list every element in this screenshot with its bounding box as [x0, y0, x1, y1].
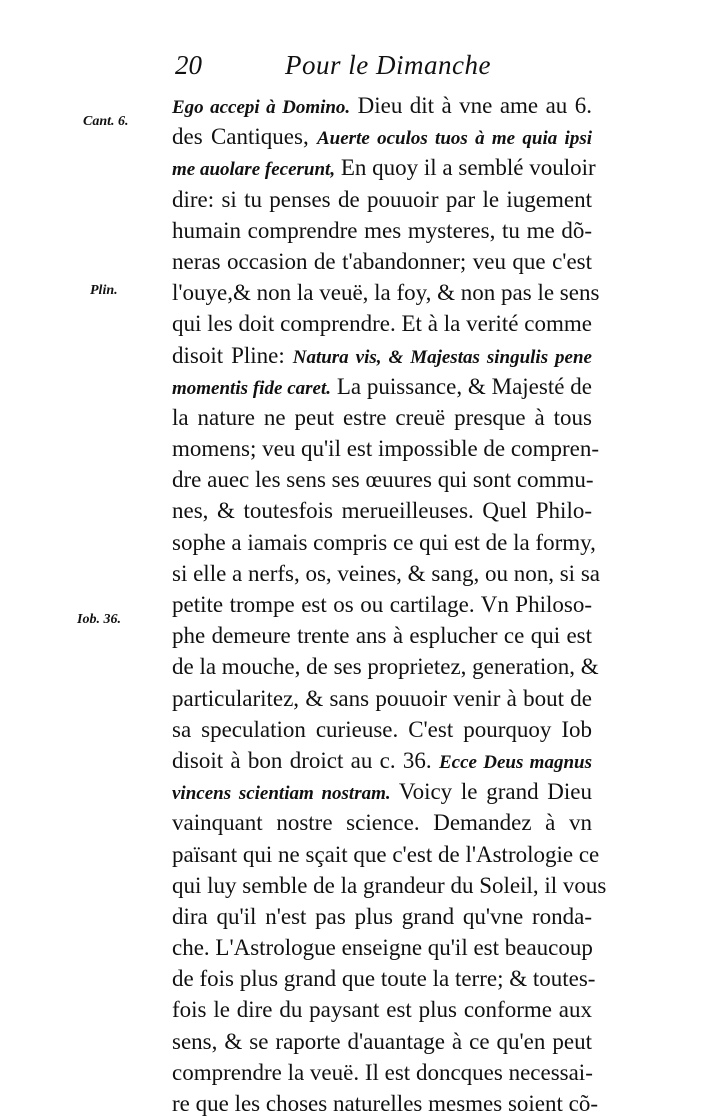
text-run: sens, & se raporte d'auantage à ce qu'en peut — [172, 1028, 592, 1054]
text-run: Voicy le grand Dieu — [390, 779, 592, 805]
text-run: de fois plus grand que toute la terre; & toutes- — [172, 966, 596, 992]
text-line — [172, 527, 596, 558]
running-title: Pour le Dimanche — [285, 50, 491, 80]
latin-quotation: me auolare fecerunt, — [172, 159, 336, 181]
text-run: momens; veu qu'il est impossible de compren- — [172, 436, 600, 462]
text-run: Dieu dit à vne ame au 6. — [350, 93, 592, 118]
text-run: vainquant nostre science. Demandez à vn — [172, 810, 592, 836]
text-line — [172, 402, 592, 433]
text-line — [172, 714, 592, 745]
text-line — [172, 464, 592, 495]
text-run: sophe a iamais compris ce qui est de la formy, — [172, 529, 596, 555]
text-line — [172, 1088, 599, 1119]
text-run: sa speculation curieuse. C'est pourquoy Iob — [172, 716, 592, 742]
text-run: En quoy il a semblé vouloir — [335, 155, 596, 181]
latin-quotation: Auerte oculos tuos à me quia ipsi — [317, 128, 592, 150]
text-line — [172, 683, 592, 714]
text-run: qui luy semble de la grandeur du Soleil, il vous — [172, 872, 607, 898]
latin-quotation: Ego accepi à Domino. — [172, 97, 351, 118]
text-run: humain comprendre mes mysteres, tu me dõ- — [172, 217, 592, 243]
text-run: re que les choses naturelles mesmes soient cõ- — [172, 1091, 599, 1116]
text-line — [172, 152, 596, 183]
text-run: la nature ne peut estre creuë presque à tous — [172, 404, 592, 430]
latin-quotation: Natura vis, & Majestas singulis pene — [292, 346, 592, 368]
text-line — [172, 184, 592, 215]
text-run: particularitez, & sans pouuoir venir à bout de — [172, 685, 592, 711]
text-line — [172, 1057, 592, 1088]
text-run: si elle a nerfs, os, veines, & sang, ou non, si sa — [172, 560, 600, 586]
margin-note-plin: Plin. — [90, 283, 118, 298]
text-line — [172, 745, 592, 776]
text-line — [172, 932, 592, 963]
text-run: dire: si tu penses de pouuoir par le iugement — [172, 186, 592, 212]
text-line — [172, 870, 607, 901]
latin-quotation: Ecce Deus magnus — [439, 751, 592, 773]
text-line — [172, 1026, 592, 1057]
text-line — [172, 340, 592, 371]
text-line — [172, 371, 592, 402]
text-line — [172, 620, 592, 651]
text-run: dira qu'il n'est pas plus grand qu'vne ronda- — [172, 903, 592, 929]
text-line — [172, 308, 592, 339]
text-line — [172, 558, 600, 589]
text-line — [172, 589, 592, 620]
margin-notes — [0, 0, 160, 1029]
text-line — [172, 433, 600, 464]
text-run: disoit Pline: — [172, 342, 293, 368]
text-line — [172, 121, 592, 152]
text-line — [172, 963, 596, 994]
latin-quotation: momentis fide caret. — [172, 377, 331, 399]
text-run: neras occasion de t'abandonner; veu que c'est — [172, 248, 592, 274]
text-run: disoit à bon droict au c. 36. — [172, 747, 439, 773]
text-line — [172, 901, 592, 932]
text-line — [172, 807, 592, 838]
text-run: che. L'Astrologue enseigne qu'il est beaucoup — [172, 935, 593, 961]
text-line — [172, 495, 592, 526]
text-run: fois le dire du paysant est plus conforme aux — [172, 997, 592, 1023]
text-run: dre auec les sens ses œuures qui sont commu- — [172, 467, 594, 493]
margin-note-iob: Iob. 36. — [77, 612, 121, 627]
text-line — [172, 215, 592, 246]
text-run: des Cantiques, — [172, 124, 317, 150]
text-line — [172, 90, 592, 121]
text-run: La puissance, & Majesté de — [331, 373, 592, 399]
text-line — [172, 776, 592, 807]
text-run: l'ouye,& non la veuë, la foy, & non pas le sens — [172, 280, 600, 306]
page-header — [175, 50, 595, 84]
text-line — [172, 651, 599, 682]
text-run: qui les doit comprendre. Et à la verité comme — [172, 311, 592, 337]
body-text — [172, 90, 607, 1119]
text-line — [172, 246, 592, 277]
text-run: comprendre la veuë. Il est doncques necessai- — [172, 1059, 593, 1085]
text-line — [172, 994, 592, 1025]
latin-quotation: vincens scientiam nostram. — [172, 783, 391, 805]
text-run: petite trompe est os ou cartilage. Vn Philoso- — [172, 592, 592, 617]
text-run: païsant qui ne sçait que c'est de l'Astrologie ce — [172, 841, 600, 867]
text-run: phe demeure trente ans à esplucher ce qui est — [172, 623, 592, 649]
text-run: de la mouche, de ses proprietez, generation, & — [172, 654, 599, 680]
page-number: 20 — [175, 50, 202, 80]
text-line — [172, 277, 600, 308]
text-line — [172, 839, 600, 870]
margin-note-cant: Cant. 6. — [83, 114, 129, 129]
text-run: nes, & toutesfois merueilleuses. Quel Philo- — [172, 498, 592, 524]
